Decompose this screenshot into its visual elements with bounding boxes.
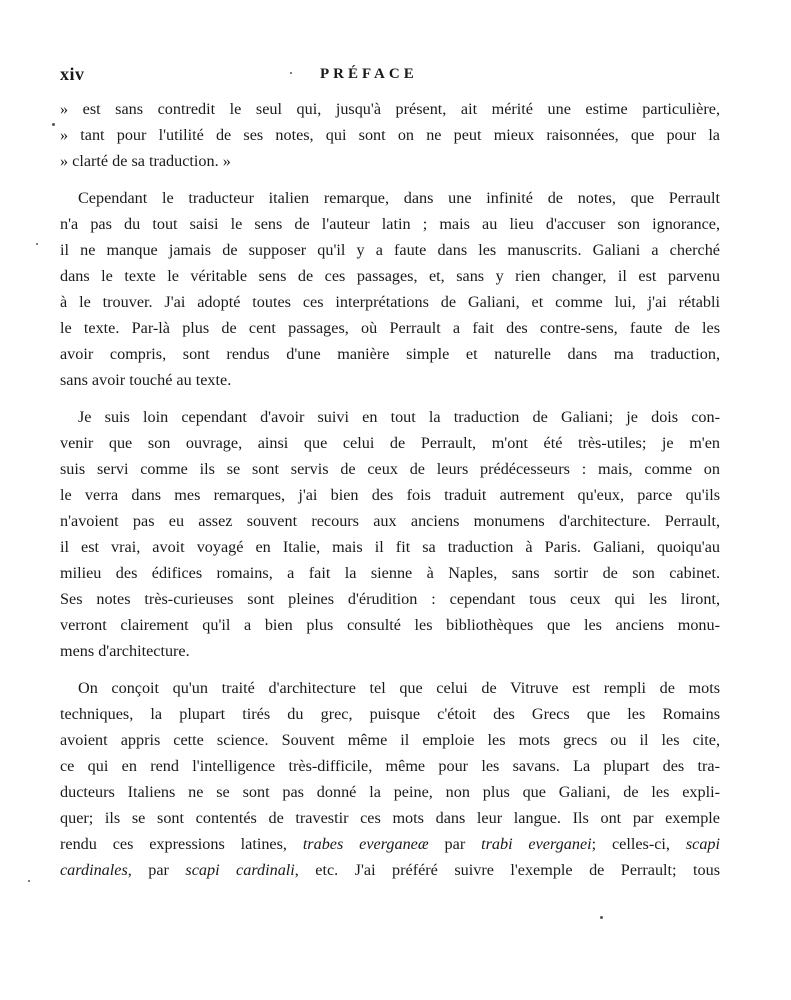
paragraph-gap bbox=[60, 393, 720, 404]
latin-term: scapi bbox=[685, 835, 721, 853]
paragraph-gap bbox=[60, 174, 720, 185]
text-line: techniques, la plupart tirés du grec, puisque c'étoit des Grecs que les Romains bbox=[60, 705, 720, 723]
text-line: » clarté de sa traduction. » bbox=[60, 152, 231, 170]
text-line: » est sans contredit le seul qui, jusqu'à présent, ait mérité une estime particulière, bbox=[60, 100, 720, 118]
print-speck bbox=[52, 123, 55, 126]
text-line: il est vrai, avoit voyagé en Italie, mais il fit sa traduction à Paris. Galiani, quoiqu'au bbox=[60, 538, 720, 556]
italian-term: scapi cardinali bbox=[185, 861, 295, 879]
text-line: milieu des édifices romains, a fait la sienne à Naples, sans sortir de son cabinet. bbox=[60, 564, 720, 582]
page-header bbox=[60, 64, 720, 86]
text-line: ce qui en rend l'intelligence très-difficile, même pour les savans. La plupart des tra- bbox=[60, 757, 720, 775]
text-line: n'a pas du tout saisi le sens de l'auteur latin ; mais au lieu d'accuser son ignorance, bbox=[60, 215, 720, 233]
text-line: quer; ils se sont contentés de travestir ces mots dans leur langue. Ils ont par exemple bbox=[60, 809, 720, 827]
text-line: dans le texte le véritable sens de ces passages, et, sans y rien changer, il est parvenu bbox=[60, 267, 720, 285]
text-line: avoir compris, sont rendus d'une manière simple et naturelle dans ma traduction, bbox=[60, 345, 720, 363]
italian-term: trabi everganei bbox=[481, 835, 592, 853]
text-segment: , etc. J'ai préféré suivre l'exemple de Perrault; tous bbox=[294, 861, 720, 879]
text-line: n'avoient pas eu assez souvent recours aux anciens monumens d'architecture. Perrault, bbox=[60, 512, 720, 530]
text-line: venir que son ouvrage, ainsi que celui de Perrault, m'ont été très-utiles; je m'en bbox=[60, 434, 720, 452]
latin-term: trabes everganeæ bbox=[302, 835, 429, 853]
text-line: suis servi comme ils se sont servis de ceux de leurs prédécesseurs : mais, comme on bbox=[60, 460, 720, 478]
text-line-mixed bbox=[60, 831, 720, 857]
running-title: PRÉFACE bbox=[320, 66, 418, 82]
text-line: le verra dans mes remarques, j'ai bien des fois traduit autrement qu'eux, parce qu'ils bbox=[60, 486, 720, 504]
text-segment: rendu ces expressions latines, bbox=[60, 835, 303, 853]
print-speck bbox=[36, 243, 38, 245]
paragraph-4 bbox=[60, 675, 720, 883]
print-speck bbox=[600, 916, 603, 919]
text-line: mens d'architecture. bbox=[60, 642, 190, 660]
text-line: Cependant le traducteur italien remarque, dans une infinité de notes, que Perrault bbox=[78, 189, 720, 207]
text-line: avoient appris cette science. Souvent même il emploie les mots grecs ou il les cite, bbox=[60, 731, 720, 749]
paragraph-1 bbox=[60, 96, 720, 174]
print-speck bbox=[290, 72, 292, 74]
text-segment: ; celles-ci, bbox=[591, 835, 686, 853]
paragraph-2 bbox=[60, 185, 720, 393]
body-text bbox=[60, 96, 720, 883]
text-line: Je suis loin cependant d'avoir suivi en tout la traduction de Galiani; je dois con- bbox=[78, 408, 720, 426]
text-line: à le trouver. J'ai adopté toutes ces interprétations de Galiani, et comme lui, j'ai rétabli bbox=[60, 293, 720, 311]
page-number: xiv bbox=[60, 64, 85, 84]
paragraph-gap bbox=[60, 664, 720, 675]
text-line: il ne manque jamais de supposer qu'il y a faute dans les manuscrits. Galiani a cherché bbox=[60, 241, 720, 259]
text-line: verront clairement qu'il a bien plus consulté les bibliothèques que les anciens monu- bbox=[60, 616, 720, 634]
print-speck bbox=[28, 880, 30, 882]
latin-term: cardinales bbox=[60, 861, 128, 879]
text-line-mixed bbox=[60, 857, 720, 883]
text-line: » tant pour l'utilité de ses notes, qui sont on ne peut mieux raisonnées, que pour la bbox=[60, 126, 720, 144]
text-line: On conçoit qu'un traité d'architecture tel que celui de Vitruve est rempli de mots bbox=[78, 679, 720, 697]
text-segment: , par bbox=[127, 861, 186, 879]
text-segment: par bbox=[428, 835, 482, 853]
text-line: sans avoir touché au texte. bbox=[60, 371, 232, 389]
text-line: le texte. Par-là plus de cent passages, où Perrault a fait des contre-sens, faute de les bbox=[60, 319, 720, 337]
text-line: Ses notes très-curieuses sont pleines d'érudition : cependant tous ceux qui les liront, bbox=[60, 590, 720, 608]
text-line: ducteurs Italiens ne se sont pas donné la peine, non plus que Galiani, de les expli- bbox=[60, 783, 720, 801]
paragraph-3 bbox=[60, 404, 720, 664]
